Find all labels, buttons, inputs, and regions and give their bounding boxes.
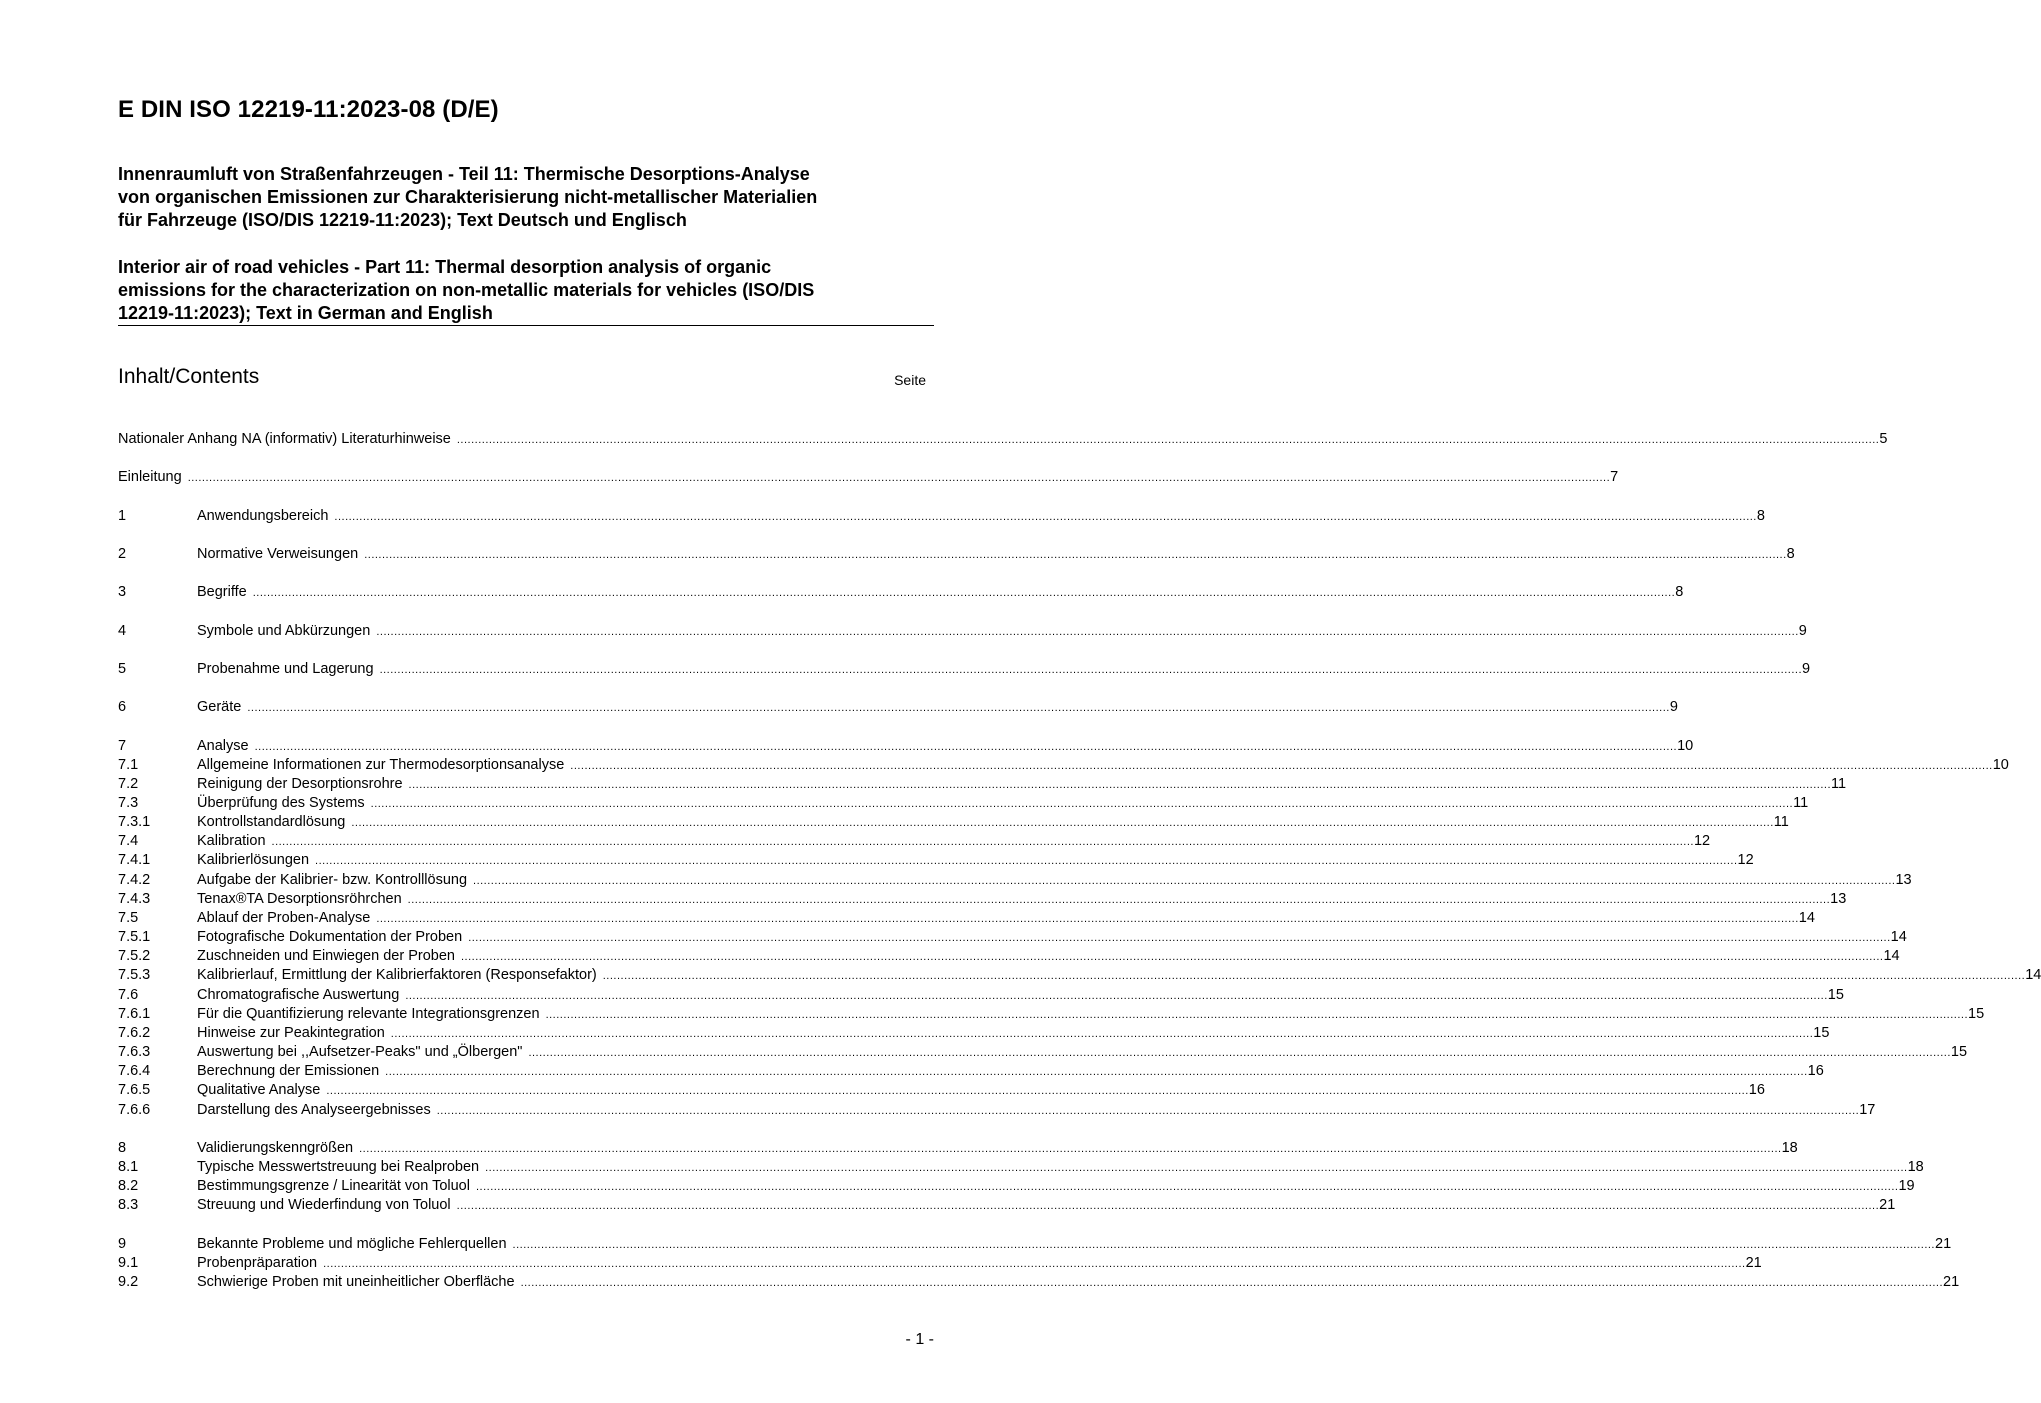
toc-entry[interactable] (118, 890, 1847, 909)
toc-entry-number: 1 (118, 508, 127, 524)
toc-dot-leader: ................................................................................................................................................................................................................................................................................................................................................................................................................ (408, 779, 1832, 791)
toc-dot-leader: ................................................................................................................................................................................................................................................................................................................................................................................................................ (326, 1085, 1749, 1097)
toc-entry-title: Allgemeine Informationen zur Thermodesorptionsanalyse (197, 757, 565, 773)
toc-entry-title: Schwierige Proben mit uneinheitlicher Oberfläche (197, 1274, 515, 1290)
toc-entry-page: 11 (1831, 776, 1847, 792)
toc-entry-title: Chromatografische Auswertung (197, 987, 400, 1003)
toc-dot-leader: ................................................................................................................................................................................................................................................................................................................................................................................................................ (187, 472, 1611, 484)
toc-entry-page: 9 (1669, 699, 1678, 715)
toc-entry[interactable] (118, 756, 2009, 775)
toc-entry-title: Streuung und Wiederfindung von Toluol (197, 1197, 451, 1213)
toc-entry-title: Reinigung der Desorptionsrohre (197, 776, 403, 792)
toc-entry-page: 17 (1859, 1102, 1876, 1118)
toc-entry[interactable] (118, 966, 2041, 985)
toc-dot-leader: ................................................................................................................................................................................................................................................................................................................................................................................................................ (379, 664, 1803, 676)
toc-entry-number: 7.2 (118, 776, 139, 792)
toc-dot-leader: ................................................................................................................................................................................................................................................................................................................................................................................................................ (512, 1239, 1935, 1251)
toc-entry[interactable] (118, 737, 1694, 756)
toc-entry-page: 9 (1802, 661, 1811, 677)
toc-entry-title: Kontrollstandardlösung (197, 814, 346, 830)
toc-dot-leader: ................................................................................................................................................................................................................................................................................................................................................................................................................ (254, 741, 1678, 753)
toc-entry-number: 7.5.1 (118, 929, 151, 945)
toc-dot-leader: ................................................................................................................................................................................................................................................................................................................................................................................................................ (247, 702, 1670, 714)
toc-dot-leader: ................................................................................................................................................................................................................................................................................................................................................................................................................ (370, 798, 1794, 810)
toc-entry-page: 21 (1879, 1197, 1896, 1213)
toc-entry[interactable] (118, 1235, 1952, 1254)
toc-entry-page: 15 (1827, 987, 1844, 1003)
toc-entry-title: Bekannte Probleme und mögliche Fehlerquellen (197, 1236, 507, 1252)
toc-entry-number: 4 (118, 623, 127, 639)
toc-entry-number: 3 (118, 584, 127, 600)
toc-entry-title: Berechnung der Emissionen (197, 1063, 380, 1079)
toc-dot-leader: ................................................................................................................................................................................................................................................................................................................................................................................................................ (602, 970, 2026, 982)
toc-entry-number: 9.1 (118, 1255, 139, 1271)
toc-entry[interactable] (118, 1062, 1824, 1081)
toc-entry-page: 8 (1675, 584, 1684, 600)
toc-dot-leader: ................................................................................................................................................................................................................................................................................................................................................................................................................ (364, 549, 1787, 561)
title-english-line: Interior air of road vehicles - Part 11: Thermal desorption analysis of organic (118, 257, 772, 277)
toc-entry[interactable] (118, 1005, 1985, 1024)
toc-entry[interactable] (118, 1254, 1762, 1273)
toc-entry-title: Auswertung bei ,,Aufsetzer-Peaks" und „Ölbergen" (197, 1044, 523, 1060)
toc-entry-number: 7.4.1 (118, 852, 151, 868)
toc-entry-page: 18 (1907, 1159, 1924, 1175)
toc-entry-title: Zuschneiden und Einwiegen der Proben (197, 948, 455, 964)
toc-entry-page: 19 (1898, 1178, 1915, 1194)
toc-entry-number: 7.6.4 (118, 1063, 151, 1079)
toc-entry[interactable] (118, 1273, 1960, 1292)
toc-entry-page: 13 (1830, 891, 1847, 907)
toc-entry-number: 9.2 (118, 1274, 139, 1290)
toc-dot-leader: ................................................................................................................................................................................................................................................................................................................................................................................................................ (390, 1028, 1814, 1040)
toc-entry[interactable] (118, 1177, 1915, 1196)
toc-dot-leader: ................................................................................................................................................................................................................................................................................................................................................................................................................ (334, 511, 1757, 523)
toc-entry-title: Analyse (197, 738, 249, 754)
toc-entry-page: 5 (1879, 431, 1888, 447)
toc-entry-number: 7.5 (118, 910, 139, 926)
toc-dot-leader: ................................................................................................................................................................................................................................................................................................................................................................................................................ (545, 1009, 1969, 1021)
toc-entry-number: 9 (118, 1236, 127, 1252)
document-id: E DIN ISO 12219-11:2023-08 (D/E) (118, 96, 499, 123)
toc-entry[interactable] (118, 430, 1888, 449)
toc-entry-page: 15 (1813, 1025, 1830, 1041)
toc-entry-number: 5 (118, 661, 127, 677)
toc-entry-number: 8.1 (118, 1159, 139, 1175)
toc-entry[interactable] (118, 775, 1847, 794)
toc-entry-title: Tenax®TA Desorptionsröhrchen (197, 891, 402, 907)
toc-dot-leader: ................................................................................................................................................................................................................................................................................................................................................................................................................ (436, 1105, 1860, 1117)
toc-entry-number: 7.6.1 (118, 1006, 151, 1022)
toc-entry-title: Qualitative Analyse (197, 1082, 321, 1098)
toc-dot-leader: ................................................................................................................................................................................................................................................................................................................................................................................................................ (359, 1143, 1782, 1155)
toc-entry[interactable] (118, 583, 1684, 602)
toc-entry-number: 7.1 (118, 757, 139, 773)
toc-entry-title: Validierungskenngrößen (197, 1140, 354, 1156)
toc-entry-title: Kalibrierlauf, Ermittlung der Kalibrierfaktoren (Responsefaktor) (197, 967, 597, 983)
toc-entry-page: 10 (1677, 738, 1694, 754)
toc-entry-number: 7.6.3 (118, 1044, 151, 1060)
toc-entry-page: 9 (1798, 623, 1807, 639)
toc-entry-title: Probenahme und Lagerung (197, 661, 374, 677)
toc-entry-number: 8.3 (118, 1197, 139, 1213)
toc-entry-title: Begriffe (197, 584, 247, 600)
toc-dot-leader: ................................................................................................................................................................................................................................................................................................................................................................................................................ (468, 932, 1891, 944)
title-german-line: Innenraumluft von Straßenfahrzeugen - Teil 11: Thermische Desorptions-Analyse (118, 164, 810, 184)
toc-entry-page: 21 (1745, 1255, 1762, 1271)
toc-entry-title: Normative Verweisungen (197, 546, 359, 562)
toc-entry[interactable] (118, 1101, 1876, 1120)
toc-entry-page: 16 (1748, 1082, 1765, 1098)
toc-entry[interactable] (118, 1196, 1896, 1215)
toc-entry-page: 11 (1773, 814, 1789, 830)
toc-dot-leader: ................................................................................................................................................................................................................................................................................................................................................................................................................ (528, 1047, 1951, 1059)
toc-entry-page: 13 (1895, 872, 1912, 888)
toc-dot-leader: ................................................................................................................................................................................................................................................................................................................................................................................................................ (570, 760, 1993, 772)
toc-entry[interactable] (118, 698, 1678, 717)
toc-entry-title: Ablauf der Proben-Analyse (197, 910, 371, 926)
toc-entry-number: 7.5.3 (118, 967, 151, 983)
toc-entry-page: 15 (1950, 1044, 1968, 1060)
title-german (118, 163, 918, 232)
toc-entry[interactable] (118, 871, 1912, 890)
toc-entry[interactable] (118, 794, 1809, 813)
toc-dot-leader: ................................................................................................................................................................................................................................................................................................................................................................................................................ (456, 1200, 1880, 1212)
toc-entry[interactable] (118, 1043, 1968, 1062)
toc-entry-title: Einleitung (118, 469, 182, 485)
toc-entry-number: 7.6.2 (118, 1025, 151, 1041)
toc-entry-title: Überprüfung des Systems (197, 795, 365, 811)
toc-dot-leader: ................................................................................................................................................................................................................................................................................................................................................................................................................ (456, 434, 1880, 446)
title-german-line: für Fahrzeuge (ISO/DIS 12219-11:2023); Text Deutsch und Englisch (118, 210, 687, 230)
toc-entry-number: 7 (118, 738, 127, 754)
toc-entry-page: 14 (1883, 948, 1900, 964)
toc-entry-page: 12 (1737, 852, 1754, 868)
toc-entry-title: Probenpräparation (197, 1255, 318, 1271)
toc-entry-number: 2 (118, 546, 127, 562)
toc-entry-number: 8.2 (118, 1178, 139, 1194)
page-number: - 1 - (905, 1331, 934, 1348)
toc-entry[interactable] (118, 1139, 1798, 1158)
toc-entry-page: 12 (1693, 833, 1711, 849)
toc-entry-title: Aufgabe der Kalibrier- bzw. Kontrolllösung (197, 872, 468, 888)
toc-dot-leader: ................................................................................................................................................................................................................................................................................................................................................................................................................ (376, 626, 1799, 638)
toc-entry-page: 8 (1756, 508, 1765, 524)
toc-dot-leader: ................................................................................................................................................................................................................................................................................................................................................................................................................ (252, 587, 1676, 599)
toc-entry[interactable] (118, 832, 1711, 851)
toc-entry-page: 14 (1890, 929, 1907, 945)
toc-entry-page: 11 (1793, 795, 1809, 811)
toc-dot-leader: ................................................................................................................................................................................................................................................................................................................................................................................................................ (315, 855, 1738, 867)
toc-entry-page: 21 (1943, 1274, 1960, 1290)
toc-entry-title: Für die Quantifizierung relevante Integrationsgrenzen (197, 1006, 540, 1022)
toc-entry-number: 7.4.2 (118, 872, 151, 888)
toc-entry-number: 7.5.2 (118, 948, 151, 964)
toc-entry-number: 7.6.5 (118, 1082, 151, 1098)
toc-entry-page: 10 (1992, 757, 2009, 773)
toc-dot-leader: ................................................................................................................................................................................................................................................................................................................................................................................................................ (473, 875, 1896, 887)
toc-entry-number: 7.4 (118, 833, 139, 849)
toc-entry[interactable] (118, 909, 1815, 928)
toc-entry-title: Hinweise zur Peakintegration (197, 1025, 385, 1041)
toc-dot-leader: ................................................................................................................................................................................................................................................................................................................................................................................................................ (405, 990, 1828, 1002)
toc-entry-page: 18 (1781, 1140, 1798, 1156)
title-english-line: 12219-11:2023); Text in German and English (118, 303, 493, 323)
toc-entry-number: 6 (118, 699, 127, 715)
toc-entry[interactable] (118, 813, 1789, 832)
page-column-label: Seite (894, 372, 926, 388)
title-german-line: von organischen Emissionen zur Charakterisierung nicht-metallischer Materialien (118, 187, 818, 207)
toc-entry-title: Kalibration (197, 833, 266, 849)
toc-entry-page: 21 (1935, 1236, 1952, 1252)
toc-entry[interactable] (118, 947, 1900, 966)
toc-entry-page: 8 (1786, 546, 1795, 562)
toc-entry-title: Fotografische Dokumentation der Proben (197, 929, 463, 945)
toc-dot-leader: ................................................................................................................................................................................................................................................................................................................................................................................................................ (351, 817, 1774, 829)
toc-dot-leader: ................................................................................................................................................................................................................................................................................................................................................................................................................ (485, 1162, 1908, 1174)
toc-entry-number: 7.3 (118, 795, 139, 811)
toc-entry[interactable] (118, 1024, 1830, 1043)
toc-entry[interactable] (118, 622, 1807, 641)
toc-entry-number: 7.6 (118, 987, 139, 1003)
toc-entry-title: Bestimmungsgrenze / Linearität von Toluol (197, 1178, 470, 1194)
toc-entry-page: 16 (1807, 1063, 1824, 1079)
toc-entry-number: 8 (118, 1140, 127, 1156)
toc-entry-number: 7.3.1 (118, 814, 151, 830)
toc-entry[interactable] (118, 545, 1795, 564)
contents-heading: Inhalt/Contents (118, 365, 260, 388)
title-divider (118, 325, 934, 326)
toc-dot-leader: ................................................................................................................................................................................................................................................................................................................................................................................................................ (385, 1066, 1808, 1078)
toc-entry-title: Typische Messwertstreuung bei Realproben (197, 1159, 480, 1175)
toc-dot-leader: ................................................................................................................................................................................................................................................................................................................................................................................................................ (407, 894, 1831, 906)
toc-dot-leader: ................................................................................................................................................................................................................................................................................................................................................................................................................ (520, 1277, 1944, 1289)
toc-entry[interactable] (118, 1081, 1765, 1100)
toc-entry-title: Symbole und Abkürzungen (197, 623, 371, 639)
toc-entry[interactable] (118, 1158, 1924, 1177)
toc-dot-leader: ................................................................................................................................................................................................................................................................................................................................................................................................................ (475, 1181, 1899, 1193)
toc-entry[interactable] (118, 660, 1811, 679)
toc-entry[interactable] (118, 928, 1907, 947)
toc-entry-page: 7 (1610, 469, 1619, 485)
toc-entry-title: Darstellung des Analyseergebnisses (197, 1102, 431, 1118)
toc-entry[interactable] (118, 986, 1844, 1005)
toc-dot-leader: ................................................................................................................................................................................................................................................................................................................................................................................................................ (376, 913, 1799, 925)
title-english-line: emissions for the characterization on non-metallic materials for vehicles (ISO/DIS (118, 280, 815, 300)
toc-entry[interactable] (118, 851, 1754, 870)
toc-dot-leader: ................................................................................................................................................................................................................................................................................................................................................................................................................ (271, 836, 1694, 848)
toc-dot-leader: ................................................................................................................................................................................................................................................................................................................................................................................................................ (460, 951, 1884, 963)
toc-entry-number: 7.6.6 (118, 1102, 151, 1118)
toc-entry-title: Geräte (197, 699, 242, 715)
title-english (118, 256, 918, 325)
toc-entry-title: Anwendungsbereich (197, 508, 329, 524)
toc-entry-page: 14 (2025, 967, 2041, 983)
toc-dot-leader: ................................................................................................................................................................................................................................................................................................................................................................................................................ (323, 1258, 1746, 1270)
toc-entry[interactable] (118, 468, 1619, 487)
toc-entry-title: Nationaler Anhang NA (informativ) Literaturhinweise (118, 431, 451, 447)
toc-entry[interactable] (118, 507, 1765, 526)
toc-entry-page: 14 (1798, 910, 1815, 926)
toc-entry-title: Kalibrierlösungen (197, 852, 310, 868)
toc-entry-page: 15 (1968, 1006, 1985, 1022)
toc-entry-number: 7.4.3 (118, 891, 151, 907)
